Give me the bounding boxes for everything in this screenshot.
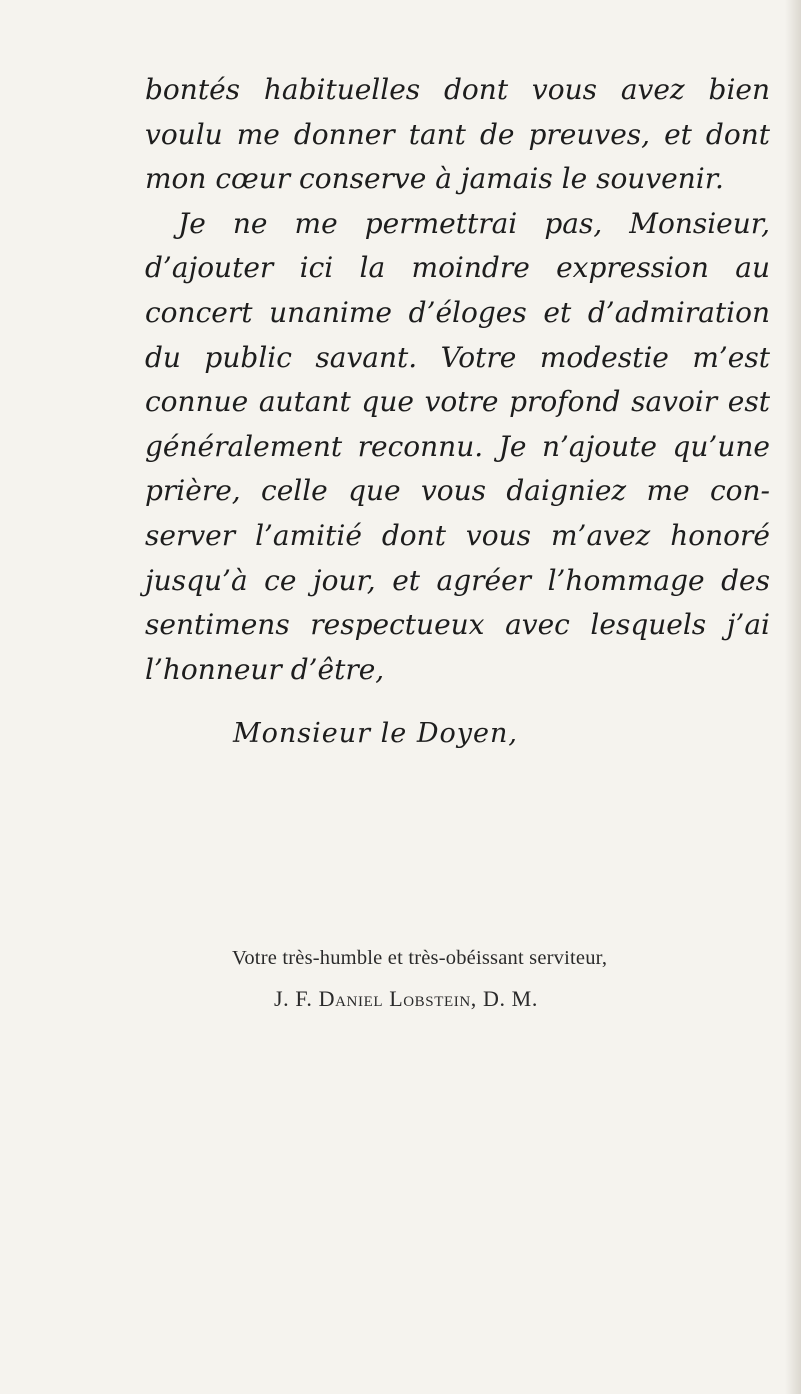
text-line: du public savant. Votre modestie m’est [145,340,770,374]
letter-body [145,68,770,692]
text-line: l’honneur d’être, [145,652,385,686]
text-line: jusqu’à ce jour, et agréer l’hommage des [145,563,770,597]
text-line: Je ne me permettrai pas, Monsieur, [178,206,770,240]
text-line: server l’amitié dont vous m’avez honoré [145,518,770,552]
text-line: sentimens respectueux avec lesquels j’ai [145,608,770,642]
text-line: connue autant que votre profond savoir est [145,385,770,419]
text-line: concert unanime d’éloges et d’admiration [145,295,770,329]
text-line: prière, celle que vous daigniez me con- [145,474,770,508]
text-line: d’ajouter ici la moindre expression au [145,251,770,285]
text-line: mon cœur conserve à jamais le souvenir. [145,162,724,196]
signature: J. F. Daniel Lobstein, D. M. [274,986,538,1011]
text-line: bontés habituelles dont vous avez bien [145,73,770,106]
text-line: voulu me donner tant de preuves, et dont [145,117,770,151]
salutation: Monsieur le Doyen, [233,718,518,749]
closing-line: Votre très-humble et très-obéissant serviteur, [232,947,608,969]
page-edge-shadow [785,0,801,1394]
text-line: généralement reconnu. Je n’ajoute qu’une [145,429,770,463]
